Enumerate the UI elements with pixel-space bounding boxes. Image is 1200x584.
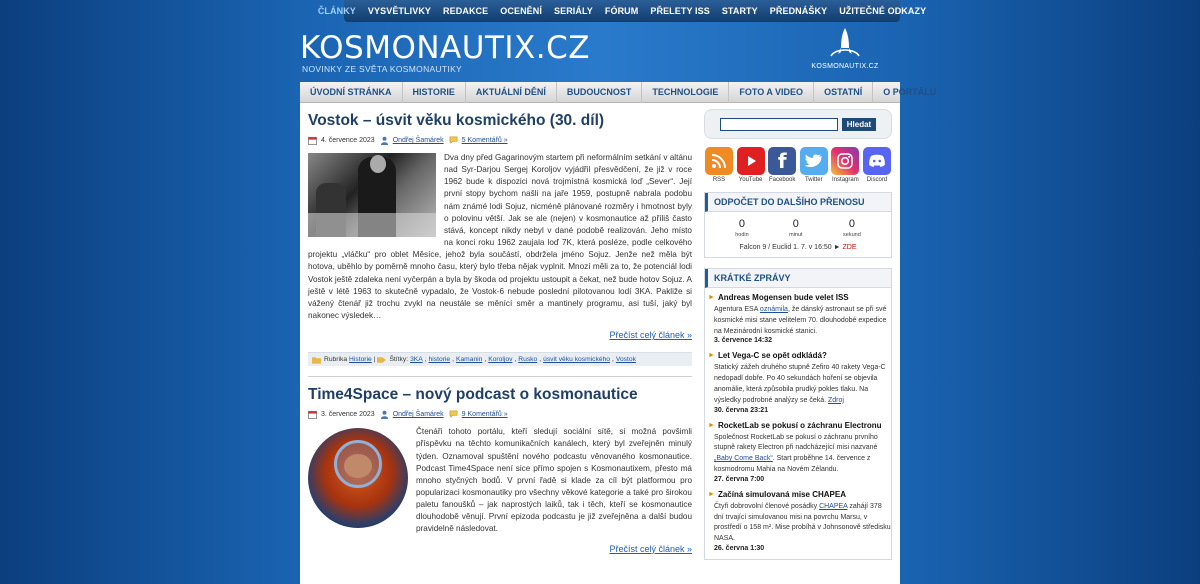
main-nav: [300, 82, 937, 103]
topnav-prednasky[interactable]: PŘEDNÁŠKY: [769, 6, 828, 16]
search-input[interactable]: [720, 118, 838, 131]
youtube-icon: [737, 147, 765, 175]
topnav-starty[interactable]: STARTY: [721, 6, 758, 16]
post-meta: [308, 409, 692, 420]
news-item: [708, 351, 891, 413]
short-news-box: [704, 268, 892, 560]
news-title[interactable]: ► Začíná simulovaná mise CHAPEA: [708, 489, 846, 499]
mainnav-technologie[interactable]: TECHNOLOGIE: [642, 82, 729, 103]
site-tagline: NOVINKY ZE SVĚTA KOSMONAUTIKY: [302, 64, 463, 74]
mainnav-ostatni[interactable]: OSTATNÍ: [814, 82, 873, 103]
post-title[interactable]: Vostok – úsvit věku kosmického (30. díl): [308, 112, 605, 129]
readmore: [308, 330, 692, 340]
social-label: Discord: [866, 177, 888, 183]
tag-link[interactable]: Kamanin: [455, 356, 483, 364]
social-label: Instagram: [832, 177, 859, 183]
tag-icon: [377, 356, 386, 364]
discord-icon: [863, 147, 891, 175]
topnav-uzitecne-odkazy[interactable]: UŽITEČNÉ ODKAZY: [839, 6, 927, 16]
content-area: [300, 103, 900, 584]
social-rss[interactable]: [704, 147, 734, 183]
news-date: 26. června 1:30: [714, 544, 765, 552]
news-title[interactable]: ► RocketLab se pokusí o záchranu Electronu: [708, 420, 882, 430]
post: [308, 385, 692, 553]
news-title[interactable]: ► Let Vega-C se opět odkládá?: [708, 351, 827, 361]
short-news-title: KRÁTKÉ ZPRÁVY: [705, 269, 891, 288]
post-divider: [308, 376, 692, 377]
post-date: 4. července 2023: [321, 137, 375, 144]
search-button[interactable]: Hledat: [842, 118, 876, 131]
comma: ,: [514, 356, 517, 364]
mainnav-aktualni-deni[interactable]: AKTUÁLNÍ DĚNÍ: [466, 82, 557, 103]
social-twitter[interactable]: [799, 147, 829, 183]
mainnav-uvodni-stranka[interactable]: ÚVODNÍ STRÁNKA: [300, 82, 403, 103]
comma: ,: [612, 356, 614, 364]
comment-icon: [449, 410, 458, 419]
sidebar: [704, 109, 892, 560]
instagram-icon: [831, 147, 859, 175]
topnav-clanky[interactable]: ČLÁNKY: [317, 6, 356, 16]
topnav-vysvetlivky[interactable]: VYSVĚTLIVKY: [367, 6, 432, 16]
tag-link[interactable]: 3KA: [410, 356, 423, 364]
page-wrapper: [300, 0, 937, 584]
tags-separator: |: [373, 356, 376, 364]
social-youtube[interactable]: [736, 147, 766, 183]
countdown-value: 0: [792, 218, 799, 230]
news-title[interactable]: ► Andreas Mogensen bude velet ISS: [708, 293, 849, 302]
news-date: 27. června 7:00: [714, 475, 765, 483]
tag-link[interactable]: Koroljov: [488, 356, 513, 364]
mainnav-foto-a-video[interactable]: FOTO A VIDEO: [729, 82, 814, 103]
mainnav-historie[interactable]: HISTORIE: [403, 82, 466, 103]
twitter-icon: [800, 147, 828, 175]
search-box: [704, 109, 892, 139]
topnav-forum[interactable]: FÓRUM: [604, 6, 639, 16]
news-link[interactable]: CHAPEA: [819, 502, 848, 510]
social-label: YouTube: [738, 177, 763, 183]
main-column: [308, 103, 692, 554]
tag-link[interactable]: úsvit věku kosmického: [543, 356, 611, 364]
topnav-serialy[interactable]: SERIÁLY: [553, 6, 593, 16]
countdown-next-launch: [705, 244, 891, 257]
mainnav-budoucnost[interactable]: BUDOUCNOST: [557, 82, 643, 103]
site-logo[interactable]: KOSMONAUTIX.CZ: [300, 30, 590, 66]
countdown-counter: [705, 212, 891, 238]
countdown-title: ODPOČET DO DALŠÍHO PŘENOSU: [705, 193, 891, 212]
stream-link[interactable]: ZDE: [842, 244, 857, 251]
news-text: Společnost RocketLab se pokusí o záchranu prvního stupně rakety Electron při nadcházející misi nazvané „Baby Come Back“. Start proběhne 14. července z kosmodromu Mahia na Novém Zélandu.: [714, 433, 878, 473]
countdown-unit: minut: [789, 232, 803, 238]
bullet-arrow-icon: ►: [708, 490, 715, 498]
folder-icon: [312, 356, 321, 364]
mini-logo[interactable]: [805, 26, 885, 76]
post-thumbnail[interactable]: [308, 428, 408, 528]
comma: ,: [424, 356, 427, 364]
post-author-link[interactable]: Ondřej Šamárek: [392, 137, 444, 144]
countdown-unit: sekund: [843, 232, 861, 238]
comma: ,: [539, 356, 542, 364]
countdown-minutes: [789, 218, 802, 238]
tag-link[interactable]: Rusko: [518, 356, 538, 364]
news-link[interactable]: oznámila: [759, 306, 788, 313]
rocket-logo-icon: [825, 26, 865, 62]
news-link[interactable]: Zdroj: [828, 396, 844, 404]
social-discord[interactable]: [862, 147, 892, 183]
bullet-arrow-icon: ►: [708, 352, 715, 360]
news-date: 30. června 23:21: [714, 406, 769, 414]
post-body: [308, 426, 692, 535]
countdown-value: 0: [848, 218, 855, 230]
bullet-arrow-icon: ►: [708, 294, 715, 301]
facebook-icon: f: [768, 147, 796, 175]
post-author-link[interactable]: Ondřej Šamárek: [392, 411, 444, 419]
social-label: RSS: [712, 177, 726, 183]
news-item: [708, 293, 891, 344]
news-text: Čtyři dobrovolní členové posádky CHAPEA zahájí 378 dní trvající simulovanou misi na povrchu Marsu, v prostředí o 158 m². Mise probíhá v Johnsonově středisku NASA.: [714, 502, 891, 543]
social-facebook[interactable]: [767, 147, 797, 183]
comma: ,: [484, 356, 487, 364]
social-links: [704, 147, 892, 183]
news-text: Statický zážeh druhého stupně Zefiro 40 rakety Vega-C nedopadl dobře. Po 40 sekundách hoření se objevila anomálie, která způsobila prudký pokles tlaku. Na výsledky podrobné analýzy se čeká. Zdroj: [714, 364, 886, 404]
post-comments-link[interactable]: 9 Komentářů »: [461, 411, 508, 419]
top-nav: [317, 0, 927, 22]
post-comments-link[interactable]: 5 Komentářů »: [461, 137, 508, 144]
comment-icon: [449, 136, 458, 145]
news-date: 3. července 14:32: [714, 337, 772, 345]
rss-icon: [705, 147, 733, 175]
rubric-label: Rubrika: [324, 356, 348, 364]
news-text: Agentura ESA oznámila, že dánský astronaut se při své kosmické misi stane velitelem 70. dlouhodobé expedice na Mezinárodní kosmické stanici.: [714, 306, 887, 335]
tags-label: Štítky:: [389, 356, 409, 364]
news-item: [708, 490, 891, 552]
bullet-arrow-icon: ►: [708, 421, 715, 429]
post: [308, 111, 692, 366]
comma: ,: [452, 356, 454, 364]
post-excerpt: Dva dny před Gagarinovým startem při neformálním setkání v altánu nad Syr-Darjou Sergej Koroljov vyjádřil přesvědčení, že již v roce 1962 bude k dispozici nová trojmístná kosmická loď „Sever“. Její první stopy bychom našli na jaře 1959, postupně nabrala podobu nám známé lodi Sojuz, nicméně plánované rozměry i hmotnost byly o polovinu větší. Jak se ale (nejen) v kosmonautice až příliš často stává, koncept nikdy nebyl v dané podobě realizován. Jeho místo na konci roku 1962 zaujala loď 7K, která posléze, podle celkového projektu „vláčku“ pro oblet Měsíce, jehož byla součástí, obdržela jméno Sojuz. Jenže než měla být hotova, uběhlo by poměrně mnoho času, který bylo třeba nějak vyplnit. Mnozí měli za to, že potenciál lodi Vostok ještě zdaleka není vyčerpán a byla by škoda od projektu ustoupit a čekat, než bude hotov Sojuz. A ještě v létě 1963 to skutečně vypadalo, že Vostok-6 nebude poslední pilotovanou lodí 3KA. Pakliže si vážený čtenář již trochu zvykl na neustále se měnící směr a mantinely programu, asi tuší, jaký byl nakonec výsledek…: [308, 153, 693, 321]
countdown-value: 0: [738, 218, 746, 230]
next-launch-text: Falcon 9 / Euclid 1. 7. v 16:50 ►: [739, 244, 841, 251]
post-meta: [308, 135, 692, 146]
countdown-unit: hodin: [735, 232, 749, 238]
social-label: Facebook: [769, 177, 796, 183]
post-excerpt: Čtenáři tohoto portálu, kteří sledují sociální sítě, si možná povšimli příspěvku na těchto komunikačních kanálech, který byl zveřejněn minulý týden. Oznamoval spuštění nového podcastu věnovaného kosmonautice. Podcast Time4Space není sice přímo spojen s Kosmonautixem, přesto má mnoho styčných bodů. V první řadě si klade za cíl být platformou pro popularizaci kosmonautiky pro všechny věkové kategorie a také pro širokou paletu fanoušků – jak naprostých laiků, tak i těch, kteří se kosmonautice dlouhodobě věnují. První epizoda podcastu je již zveřejněna a další budou pravidelně následovat.: [416, 427, 692, 534]
topnav-redakce[interactable]: REDAKCE: [443, 6, 489, 16]
user-icon: [380, 410, 389, 419]
countdown-box: [704, 192, 892, 258]
topnav-prelety-iss[interactable]: PŘELETY ISS: [650, 6, 710, 16]
tag-link[interactable]: historie: [428, 356, 451, 364]
user-icon: [380, 136, 389, 145]
readmore: [308, 544, 692, 554]
read-more-link[interactable]: Přečíst celý článek »: [609, 543, 692, 554]
post-title[interactable]: Time4Space – nový podcast o kosmonautice: [308, 386, 638, 404]
read-more-link[interactable]: Přečíst celý článek »: [609, 330, 692, 341]
short-news-list: [705, 288, 891, 552]
post-body: [308, 152, 692, 322]
topnav-oceneni[interactable]: OCENĚNÍ: [500, 6, 542, 16]
post-tags-bar: [308, 352, 692, 366]
mainnav-o-portalu[interactable]: O PORTÁLU: [883, 86, 937, 97]
calendar-icon: [308, 136, 317, 145]
social-instagram[interactable]: [830, 147, 860, 183]
post-date: 3. července 2023: [321, 411, 375, 419]
news-link[interactable]: „Baby Come Back“: [714, 455, 773, 463]
rubric-link[interactable]: Historie: [349, 356, 372, 364]
tag-link[interactable]: Vostok: [615, 356, 636, 364]
countdown-hours: [735, 218, 748, 238]
post-thumbnail[interactable]: [308, 153, 436, 237]
calendar-icon: [308, 410, 317, 419]
mini-logo-text: KOSMONAUTIX.CZ: [811, 63, 879, 70]
social-label: Twitter: [804, 177, 823, 183]
news-item: [708, 421, 891, 483]
countdown-seconds: [843, 218, 861, 238]
